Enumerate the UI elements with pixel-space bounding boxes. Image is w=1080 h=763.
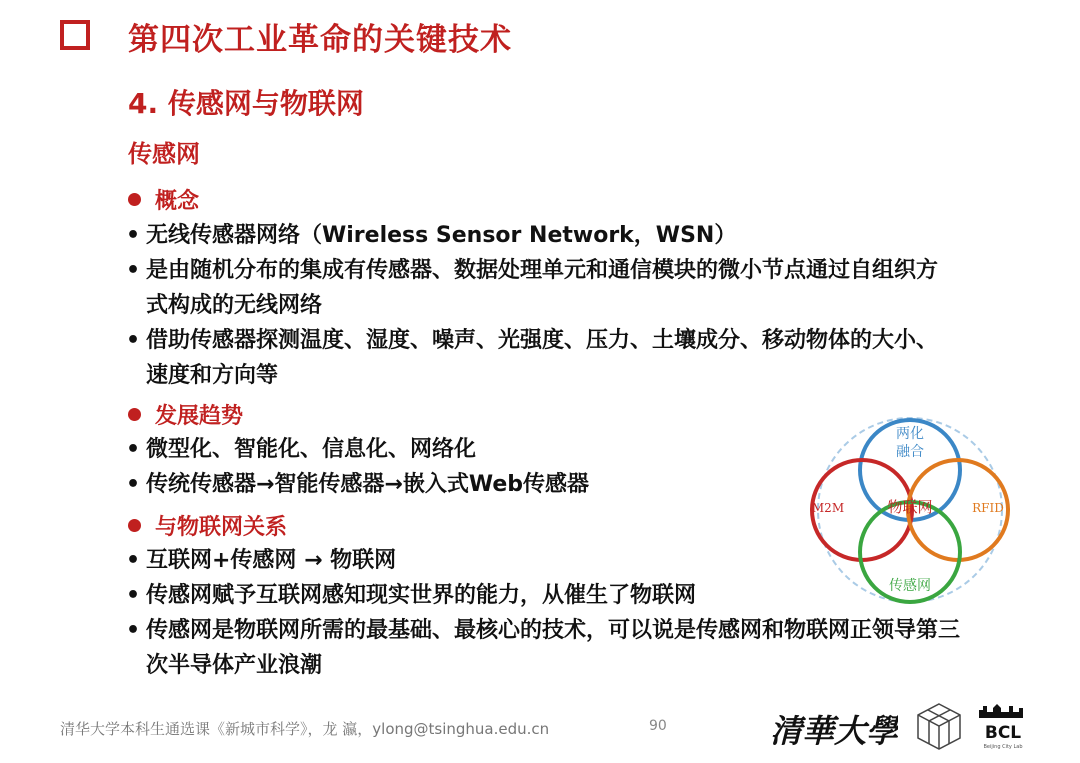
section-title: 传感网 bbox=[128, 140, 200, 168]
label-top-line2: 融合 bbox=[896, 444, 924, 460]
heading-relation bbox=[128, 510, 287, 541]
footer-course-info: 清华大学本科生通选课《新城市科学》，龙 瀛，ylong@tsinghua.edu.cn bbox=[60, 720, 550, 738]
bullet-text: 无线传感器网络（Wireless Sensor Network，WSN） bbox=[146, 223, 737, 248]
bullet-mark: • bbox=[126, 437, 141, 462]
slide-title: 第四次工业革命的关键技术 bbox=[128, 22, 512, 58]
heading-trend-label: 发展趋势 bbox=[155, 404, 244, 429]
bullet-mark: • bbox=[126, 258, 141, 283]
bullet-text: 传感网是物联网所需的最基础、最核心的技术，可以说是传感网和物联网正领导第三次半导体产业浪潮 bbox=[146, 618, 961, 678]
bullet-text: 是由随机分布的集成有传感器、数据处理单元和通信模块的微小节点通过自组织方式构成的无线网络 bbox=[146, 258, 939, 318]
label-center: 物联网 bbox=[887, 498, 933, 516]
bullet-text: 传统传感器→智能传感器→嵌入式Web传感器 bbox=[146, 472, 590, 497]
tsinghua-logo-text: 清華大學 bbox=[770, 712, 898, 750]
bullet-mark: • bbox=[126, 472, 141, 497]
skyline-icon bbox=[979, 704, 1023, 718]
heading-concept bbox=[128, 184, 199, 215]
bullet-item bbox=[126, 253, 946, 323]
title-square-icon bbox=[60, 20, 90, 50]
bullet-mark: • bbox=[126, 618, 141, 643]
bcl-logo-subtext: Beijing City Lab bbox=[983, 744, 1023, 750]
bcl-logo-text: BCL bbox=[984, 723, 1022, 743]
bullet-item bbox=[126, 323, 946, 393]
slide-subtitle: 4. 传感网与物联网 bbox=[128, 87, 364, 120]
bullet-item bbox=[126, 613, 972, 683]
heading-relation-label: 与物联网关系 bbox=[155, 515, 288, 540]
bullet-mark: • bbox=[126, 223, 141, 248]
bullet-mark: • bbox=[126, 548, 141, 573]
bullet-dot-icon bbox=[128, 193, 141, 206]
page-number: 90 bbox=[649, 718, 667, 734]
bullet-dot-icon bbox=[128, 408, 141, 421]
bullet-text: 微型化、智能化、信息化、网络化 bbox=[146, 437, 477, 462]
bullet-text: 传感网赋予互联网感知现实世界的能力，从催生了物联网 bbox=[146, 583, 697, 608]
bullet-mark: • bbox=[126, 328, 141, 353]
bullet-dot-icon bbox=[128, 519, 141, 532]
heading-concept-label: 概念 bbox=[155, 189, 200, 214]
bcl-logo bbox=[975, 700, 1031, 752]
label-left: M2M bbox=[811, 501, 845, 515]
bullet-item bbox=[126, 218, 966, 253]
bullet-mark: • bbox=[126, 583, 141, 608]
cube-logo-icon bbox=[914, 700, 964, 752]
bullet-text: 借助传感器探测温度、湿度、噪声、光强度、压力、土壤成分、移动物体的大小、速度和方向等 bbox=[146, 328, 939, 388]
heading-trend bbox=[128, 399, 243, 430]
iot-venn-diagram bbox=[800, 412, 1020, 608]
bullet-text: 互联网+传感网 → 物联网 bbox=[146, 548, 397, 573]
tsinghua-logo bbox=[768, 702, 898, 752]
label-top-line1: 两化 bbox=[896, 426, 924, 442]
label-bottom: 传感网 bbox=[889, 578, 931, 594]
label-right: RFID bbox=[972, 501, 1004, 515]
